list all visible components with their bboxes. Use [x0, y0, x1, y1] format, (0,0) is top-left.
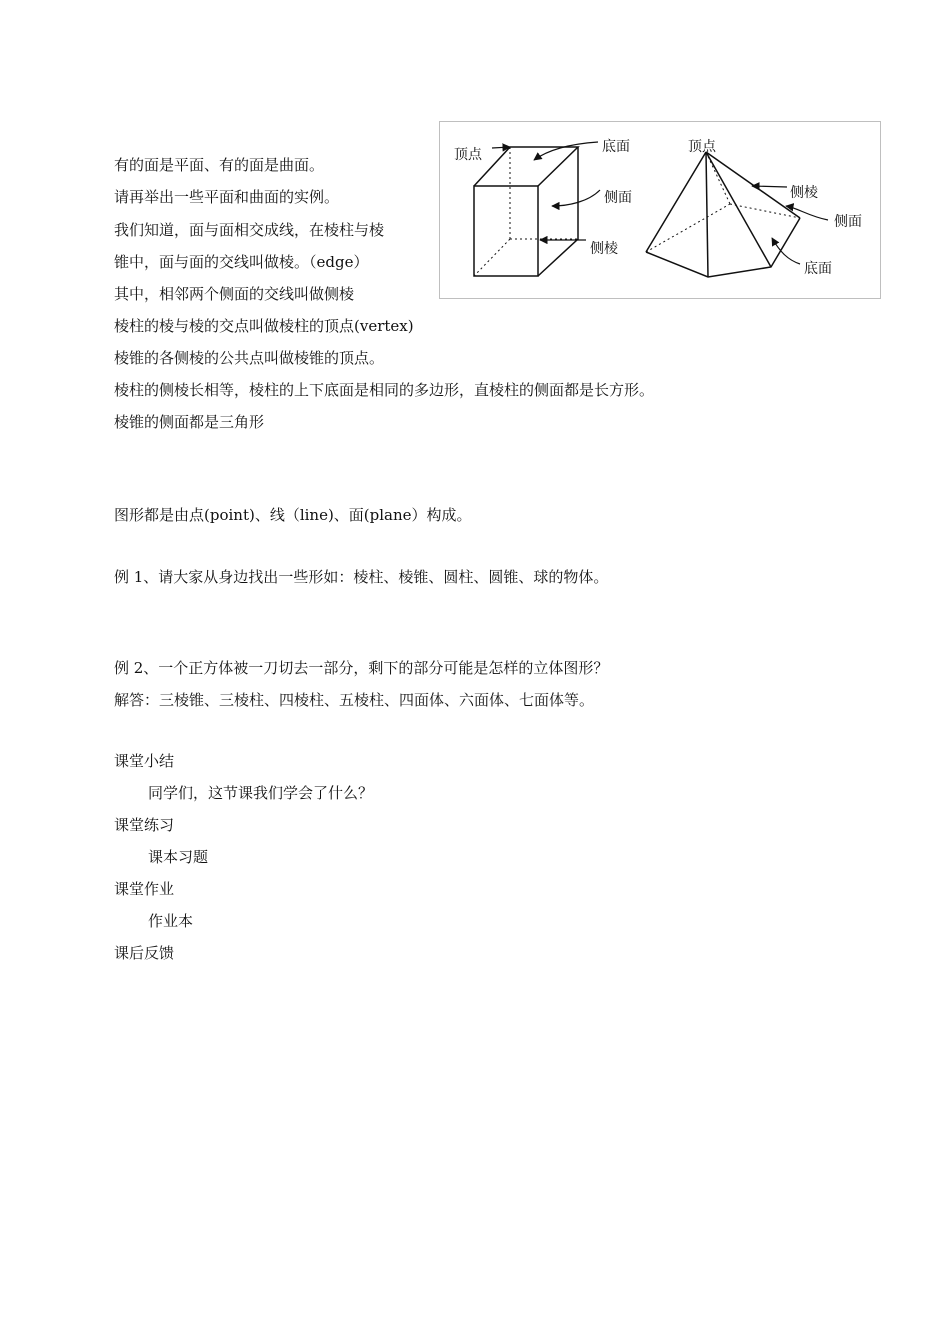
- prism-side-edge-label: 侧棱: [590, 241, 618, 257]
- text-line-edge-definition: 锥中，面与面的交线叫做棱。（edge）: [114, 253, 369, 271]
- solids-diagram: [440, 122, 880, 298]
- text-line-side-edge-definition: 其中，相邻两个侧面的交线叫做侧棱: [114, 285, 355, 303]
- text-line-pyramid-apex: 棱锥的各侧棱的公共点叫做棱锥的顶点。: [114, 349, 385, 367]
- prism-apex-label: 顶点: [454, 147, 482, 163]
- prism-side-face-label: 侧面: [604, 190, 632, 206]
- text-line-pyramid-faces: 棱锥的侧面都是三角形: [114, 413, 265, 431]
- prism-arrows: [492, 142, 600, 240]
- prism-drawing: [474, 147, 578, 276]
- practice-heading: 课堂练习: [114, 816, 175, 834]
- text-line-vertex-definition: 棱柱的棱与棱的交点叫做棱柱的顶点(vertex): [114, 317, 414, 335]
- feedback-heading: 课后反馈: [114, 944, 175, 962]
- pyramid-side-face-label: 侧面: [834, 214, 862, 230]
- prism-base-label: 底面: [602, 139, 630, 155]
- text-line-plane-curved: 有的面是平面、有的面是曲面。: [114, 156, 325, 174]
- example-2-answer: 解答：三棱锥、三棱柱、四棱柱、五棱柱、四面体、六面体、七面体等。: [114, 691, 595, 709]
- homework-heading: 课堂作业: [114, 880, 175, 898]
- example-1: 例 1、请大家从身边找出一些形如：棱柱、棱锥、圆柱、圆锥、球的物体。: [114, 568, 609, 586]
- practice-body: 课本习题: [148, 848, 209, 866]
- text-line-composition: 图形都是由点(point)、线（line)、面(plane）构成。: [114, 506, 472, 524]
- pyramid-drawing: [646, 152, 800, 277]
- pyramid-base-label: 底面: [804, 261, 832, 277]
- solids-figure: [439, 121, 881, 299]
- text-line-prism-properties: 棱柱的侧棱长相等，棱柱的上下底面是相同的多边形，直棱柱的侧面都是长方形。: [114, 381, 655, 399]
- summary-heading: 课堂小结: [114, 752, 175, 770]
- text-line-faces-intersect: 我们知道，面与面相交成线，在棱柱与棱: [114, 221, 385, 239]
- example-2-question: 例 2、一个正方体被一刀切去一部分，剩下的部分可能是怎样的立体图形？: [114, 659, 609, 677]
- homework-body: 作业本: [148, 912, 194, 930]
- pyramid-apex-label: 顶点: [688, 139, 716, 155]
- pyramid-side-edge-label: 侧棱: [790, 185, 818, 201]
- text-line-examples-request: 请再举出一些平面和曲面的实例。: [114, 188, 340, 206]
- summary-body: 同学们，这节课我们学会了什么？: [148, 784, 374, 802]
